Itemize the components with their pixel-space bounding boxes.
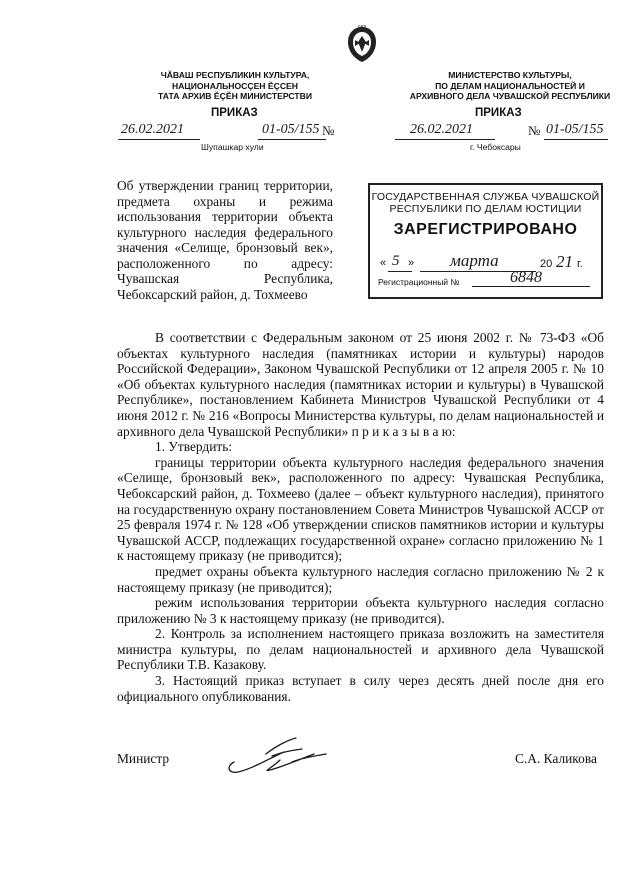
body-item-1c: режим использования территории объекта культурного наследия согласно приложению № 3 к настоящему приказу (не приводится). (117, 595, 604, 626)
body-item-1a: границы территории объекта культурного наследия федерального значения «Селище, бронзовый век», расположенного по адресу: Чувашская Республика, Чебоксарский район, д. Тохмеево (далее – объект культурного наследия), принятого на государственную охрану постановлением Совета Министров Чувашской АССР от 25 февраля 1974 г. № 128 «Об утверждении списков памятников истории и культуры Чувашской АССР, подлежащих государственной охране» согласно приложению № 1 к настоящему приказу (не приводится); (117, 454, 604, 564)
registration-stamp (368, 183, 603, 299)
stamp-year-suffix: 21 (556, 252, 573, 271)
stamp-month: марта (450, 251, 499, 270)
signer-position: Министр (117, 751, 170, 766)
handwritten-signature (222, 732, 332, 780)
ministry-name-chuvash (110, 70, 360, 102)
order-date-right: 26.02.2021 (410, 122, 473, 137)
ministry-name-russian-line1: МИНИСТЕРСТВО КУЛЬТУРЫ, (448, 70, 572, 80)
date-underline-right (395, 139, 495, 140)
ministry-name-chuvash-line3: ТАТА АРХИВ ĔÇĔН МИНИСТЕРСТВИ (158, 91, 312, 101)
date-underline-left (118, 139, 200, 140)
emblem-number: 988 (357, 25, 367, 31)
stamp-org-line1: ГОСУДАРСТВЕННАЯ СЛУЖБА ЧУВАШСКОЙ (371, 191, 600, 203)
stamp-year-prefix: 20 (540, 258, 553, 270)
stamp-day: 5 (392, 253, 400, 269)
order-body (117, 330, 604, 704)
body-item-1b: предмет охраны объекта культурного наследия согласно приложению № 2 к настоящему приказу (не приводится); (117, 563, 604, 595)
stamp-organization (370, 191, 601, 215)
body-preamble (117, 330, 604, 439)
preamble-text: В соответствии с Федеральным законом от 25 июня 2002 г. № 73-ФЗ «Об объектах культурного наследия (памятниках истории и культуры) народов Российской Федерации», Законом Чувашской Республики от 12 апреля 2005 г. № 10 «Об объектах культурного наследия (памятниках истории и культуры) в Чувашской Республике», постановлением Кабинета Министров Чувашской Республики от 4 июня 2012 г. № 216 «Вопросы Министерства культуры, по делам национальностей и архивного дела Чувашской Республики» (117, 330, 604, 439)
ministry-name-chuvash-line1: ЧĂВАШ РЕСПУБЛИКИН КУЛЬТУРА, (160, 70, 310, 80)
body-item-2: 2. Контроль за исполнением настоящего приказа возложить на заместителя министра культуры, по делам национальностей и архивного дела Чувашской Республики Т.В. Казакову. (117, 626, 604, 673)
chuvash-emblem-icon (344, 24, 380, 64)
signer-name: С.А. Каликова (515, 751, 597, 766)
order-number-right: 01-05/155 (546, 122, 604, 137)
city-right: г. Чебоксары (470, 142, 521, 152)
stamp-reg-label: Регистрационный № (378, 277, 460, 287)
order-title: Об утверждении границ территории, предмета охраны и режима использования территории объекта культурного наследия федерального значения «Селище, бронзовый век», расположенного по адресу: Чувашская Республика, Чебоксарский район, д. Тохмеево (117, 178, 333, 302)
body-item-3: 3. Настоящий приказ вступает в силу через десять дней после дня его официального опубликования. (117, 673, 604, 704)
prikaz-heading-left: ПРИКАЗ (211, 107, 258, 119)
city-left: Шупашкар хули (201, 142, 264, 152)
order-number-left: 01-05/155 (262, 122, 320, 137)
stamp-registered: ЗАРЕГИСТРИРОВАНО (393, 221, 578, 238)
stamp-year-unit: г. (577, 258, 583, 270)
number-underline-right (544, 139, 608, 140)
ministry-name-chuvash-line2: НАЦИОНАЛЬНОСÇЕН ĔÇСЕН (172, 80, 298, 91)
ministry-name-russian-line3: АРХИВНОГО ДЕЛА ЧУВАШСКОЙ РЕСПУБЛИКИ (409, 91, 611, 101)
stamp-org-line2: РЕСПУБЛИКИ ПО ДЕЛАМ ЮСТИЦИИ (389, 203, 582, 215)
stamp-reg-number: 6848 (510, 269, 542, 286)
prikaz-heading-right: ПРИКАЗ (475, 107, 522, 119)
order-word: п р и к а з ы в а ю: (351, 423, 456, 439)
stamp-registration-number (378, 269, 593, 287)
body-item-1: 1. Утвердить: (155, 439, 233, 455)
stamp-date: « 5 » марта 20 21 г. (380, 251, 583, 271)
number-underline-left (258, 139, 326, 140)
number-sign-left: № (322, 123, 335, 138)
order-date-left: 26.02.2021 (121, 122, 184, 137)
ministry-name-russian-line2: ПО ДЕЛАМ НАЦИОНАЛЬНОСТЕЙ И (435, 80, 585, 91)
ministry-name-russian (400, 70, 620, 102)
number-sign-right: № (528, 123, 541, 138)
